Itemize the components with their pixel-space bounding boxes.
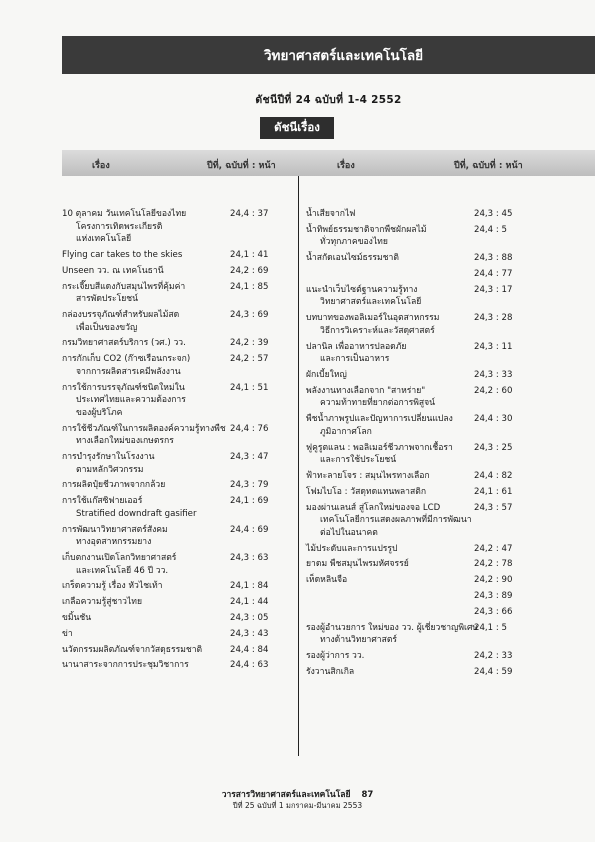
- entry-reference: 24,2 : 60: [474, 385, 513, 396]
- entry-title: บทบาทของพอลิเมอร์ในอุตสาหกรรม: [306, 313, 440, 324]
- entry-title-continued: ประเทศไทยและความต้องการ: [76, 395, 186, 406]
- entry-title: เกร็ดความรู้ เรื่อง หัวไชเท้า: [62, 581, 163, 592]
- entry-title: 10 ตุลาคม วันเทคโนโลยีของไทย: [62, 209, 187, 219]
- entry-title-continued: ของผู้บริโภค: [76, 407, 123, 418]
- entry-reference: 24,3 : 57: [474, 502, 513, 513]
- entry-reference: 24,4 : 30: [474, 414, 513, 425]
- col-story-left: เรื่อง: [92, 161, 110, 171]
- index-label: ดัชนีเรื่อง: [260, 117, 334, 139]
- entry-title-continued: ตามหลักวิศวกรรม: [76, 464, 144, 475]
- entry-reference: 24,4 : 84: [230, 644, 269, 655]
- entry-title-continued: ภูมิอากาศโลก: [320, 426, 372, 437]
- entry-title-continued: เทคโนโลยีการแสดงผลภาพที่มีการพัฒนา: [320, 515, 472, 526]
- entry-reference: 24,2 : 78: [474, 559, 513, 570]
- column-divider: [298, 176, 299, 756]
- entry-title: Unseen วว. ณ เทคโนธานี: [62, 265, 164, 276]
- entry-title-continued: ทางอุตสาหกรรมยาง: [76, 537, 152, 548]
- entry-title: โฟมไบโอ : วัสดุทดแทนพลาสติก: [306, 486, 427, 497]
- entry-reference: 24,3 : 28: [474, 313, 513, 324]
- entry-reference: 24,4 : 59: [474, 666, 513, 677]
- entry-title-continued: เพื่อเป็นของขวัญ: [76, 322, 138, 333]
- entry-title: เห็ดหลินจือ: [306, 575, 348, 586]
- col-story-right: เรื่อง: [337, 161, 355, 171]
- entry-title: เกลือความรู้สู่ชาวไทย: [62, 597, 142, 608]
- entry-title: ข่า: [62, 628, 73, 639]
- entry-title: พลังงานทางเลือกจาก "สาหร่าย": [306, 385, 426, 396]
- entry-title: ยาดม พืชสมุนไพรมหัศจรรย์: [306, 559, 409, 570]
- entry-title: กรมวิทยาศาสตร์บริการ (วศ.) วว.: [62, 338, 186, 349]
- entry-title: การพัฒนาวิทยาศาสตร์สังคม: [62, 524, 168, 535]
- entry-reference: 24,4 : 5: [474, 224, 507, 235]
- entry-reference: 24,2 : 90: [474, 575, 513, 586]
- entry-reference: 24,3 : 89: [474, 591, 513, 601]
- entry-title: พืชน้ำภาพรูปและปัญหาการเปลี่ยนแปลง: [306, 414, 453, 425]
- entry-reference: 24,4 : 37: [230, 209, 269, 219]
- column-header-bar: [62, 150, 595, 176]
- entry-reference: 24,2 : 57: [230, 354, 269, 365]
- entry-title: ฟ้าทะลายโจร : สมุนไพรทางเลือก: [306, 471, 430, 481]
- entry-title-continued: Stratified downdraft gasifier: [76, 508, 197, 519]
- entry-title: น้ำสกัดเอนไซม์ธรรมชาติ: [306, 253, 399, 264]
- entry-reference: 24,4 : 82: [474, 471, 513, 481]
- entry-title: การบำรุงรักษาในโรงงาน: [62, 452, 155, 462]
- entry-title: นานาสาระจากการประชุมวิชาการ: [62, 660, 189, 671]
- entry-reference: 24,2 : 69: [230, 265, 269, 276]
- footer-issue: ปีที่ 25 ฉบับที่ 1 มกราคม-มีนาคม 2553: [232, 801, 363, 810]
- col-ref-left: ปีที่, ฉบับที่ : หน้า: [207, 161, 276, 171]
- entry-reference: 24,3 : 69: [230, 310, 269, 320]
- entry-reference: 24,1 : 61: [474, 486, 513, 497]
- entry-title: รองผู้อำนวยการ ใหม่ของ วว. ผู้เชี่ยวชาญพิเศษ: [306, 622, 479, 633]
- entry-reference: 24,1 : 44: [230, 597, 269, 608]
- journal-title: วิทยาศาสตร์และเทคโนโลยี: [263, 48, 424, 64]
- entry-title: การใช้การบรรจุภัณฑ์ชนิดใหม่ใน: [62, 382, 185, 393]
- entry-reference: 24,3 : 17: [474, 284, 513, 295]
- entry-title-continued: วิธีการวิเคราะห์และวัสดุศาสตร์: [320, 325, 435, 336]
- entry-title: น้ำเสียจากไฟ: [306, 209, 356, 219]
- entry-title: น้ำทิพย์ธรรมชาติจากพืชผักผลไม้: [306, 224, 427, 235]
- entry-reference: 24,3 : 66: [474, 606, 513, 617]
- entry-reference: 24,3 : 11: [474, 341, 513, 352]
- footer-journal-name: วารสารวิทยาศาสตร์และเทคโนโลยี: [221, 790, 351, 800]
- footer-journal: [0, 787, 595, 801]
- entry-reference: 24,1 : 5: [474, 622, 507, 633]
- entry-title: Flying car takes to the skies: [62, 250, 183, 260]
- entry-title-continued: แห่งเทคโนโลยี: [76, 234, 132, 245]
- entry-title: เก็บตกงานเปิดโลกวิทยาศาสตร์: [62, 553, 177, 563]
- entry-title-continued: ต่อไปในอนาคต: [320, 527, 378, 538]
- entry-title: ไม้ประดับและการแปรรูป: [306, 543, 398, 554]
- entry-reference: 24,3 : 63: [230, 553, 269, 563]
- entry-title-continued: และการเป็นอาหาร: [320, 354, 390, 365]
- entry-reference: 24,1 : 41: [230, 250, 269, 260]
- entry-title: กระเจี๊ยบสีแดงกับสมุนไพรที่คุ้มค่า: [62, 281, 186, 292]
- entry-title-continued: จากการผลิตสารเคมีพลังงาน: [76, 366, 181, 377]
- entry-reference: 24,2 : 33: [474, 651, 513, 661]
- entry-title: ขมิ้นชัน: [62, 613, 92, 623]
- entry-reference: 24,3 : 43: [230, 628, 269, 639]
- entry-title-continued: ทางด้านวิทยาศาสตร์: [320, 635, 398, 646]
- entry-title: การกักเก็บ CO2 (ก๊าซเรือนกระจก): [62, 354, 191, 365]
- entry-reference: 24,1 : 84: [230, 581, 269, 592]
- entry-title: มองผ่านเลนส์ สู่โลกใหม่ของจอ LCD: [306, 502, 441, 513]
- entry-title-continued: และเทคโนโลยี 46 ปี วว.: [76, 565, 169, 576]
- entry-reference: 24,1 : 51: [230, 382, 269, 393]
- entry-reference: 24,3 : 45: [474, 209, 513, 219]
- entry-title-continued: ทางเลือกใหม่ของเกษตรกร: [76, 436, 174, 447]
- entry-reference: 24,2 : 39: [230, 338, 269, 349]
- entry-reference: 24,3 : 33: [474, 370, 513, 380]
- entry-title: นวัตกรรมผลิตภัณฑ์จากวัสดุธรรมชาติ: [62, 644, 203, 655]
- entry-reference: 24,1 : 69: [230, 496, 269, 507]
- entry-title: การใช้ชีวภัณฑ์ในการผลิตองค์ความรู้ทางพืช: [62, 423, 226, 434]
- entry-title: การใช้แก๊สซิฟายเออร์: [62, 496, 143, 507]
- entry-title: ปลานิล เพื่ออาหารปลอดภัย: [306, 341, 407, 352]
- entry-reference: 24,1 : 85: [230, 281, 269, 292]
- entry-reference: 24,3 : 25: [474, 442, 513, 453]
- entry-reference: 24,4 : 69: [230, 524, 269, 535]
- col-ref-right: ปีที่, ฉบับที่ : หน้า: [454, 161, 523, 171]
- entry-reference: 24,4 : 63: [230, 660, 269, 671]
- entry-title: กล่องบรรจุภัณฑ์สำหรับผลไม้สด: [62, 310, 180, 320]
- entry-title: รองผู้ว่าการ วว.: [306, 651, 365, 661]
- title-banner: [62, 36, 595, 74]
- entry-title: รังวานสิกเกิล: [306, 666, 355, 677]
- entry-reference: 24,4 : 76: [230, 423, 269, 434]
- entry-reference: 24,3 : 47: [230, 452, 269, 462]
- entry-reference: 24,3 : 79: [230, 480, 269, 491]
- entry-reference: 24,4 : 77: [474, 269, 513, 279]
- entry-title-continued: วิทยาศาสตร์และเทคโนโลยี: [320, 297, 422, 308]
- entry-reference: 24,3 : 05: [230, 613, 269, 623]
- entry-title: ฟูคูรูตแลน : พอลิเมอร์ชีวภาพจากเชื้อรา: [306, 442, 453, 453]
- entry-title: ผักเบี้ยใหญ่: [306, 370, 347, 380]
- entry-title: การผลิตปุ๋ยชีวภาพจากกล้วย: [62, 480, 166, 491]
- entry-title-continued: ทั่วทุกภาคของไทย: [320, 237, 388, 248]
- issue-line: ดัชนีปีที่ 24 ฉบับที่ 1-4 2552: [255, 94, 402, 106]
- entry-title-continued: โครงการเทิดพระเกียรติ: [76, 221, 163, 232]
- entry-title: แนะนำเว็บไซต์ฐานความรู้ทาง: [306, 284, 418, 295]
- page-number: 87: [361, 790, 374, 800]
- entry-title-continued: และการใช้ประโยชน์: [320, 455, 397, 466]
- entry-title-continued: สารพัดประโยชน์: [76, 294, 138, 305]
- entry-reference: 24,3 : 88: [474, 253, 513, 264]
- entry-reference: 24,2 : 47: [474, 543, 513, 554]
- entry-title-continued: ความท้าทายที่ยากต่อการพิสูจน์: [320, 398, 436, 409]
